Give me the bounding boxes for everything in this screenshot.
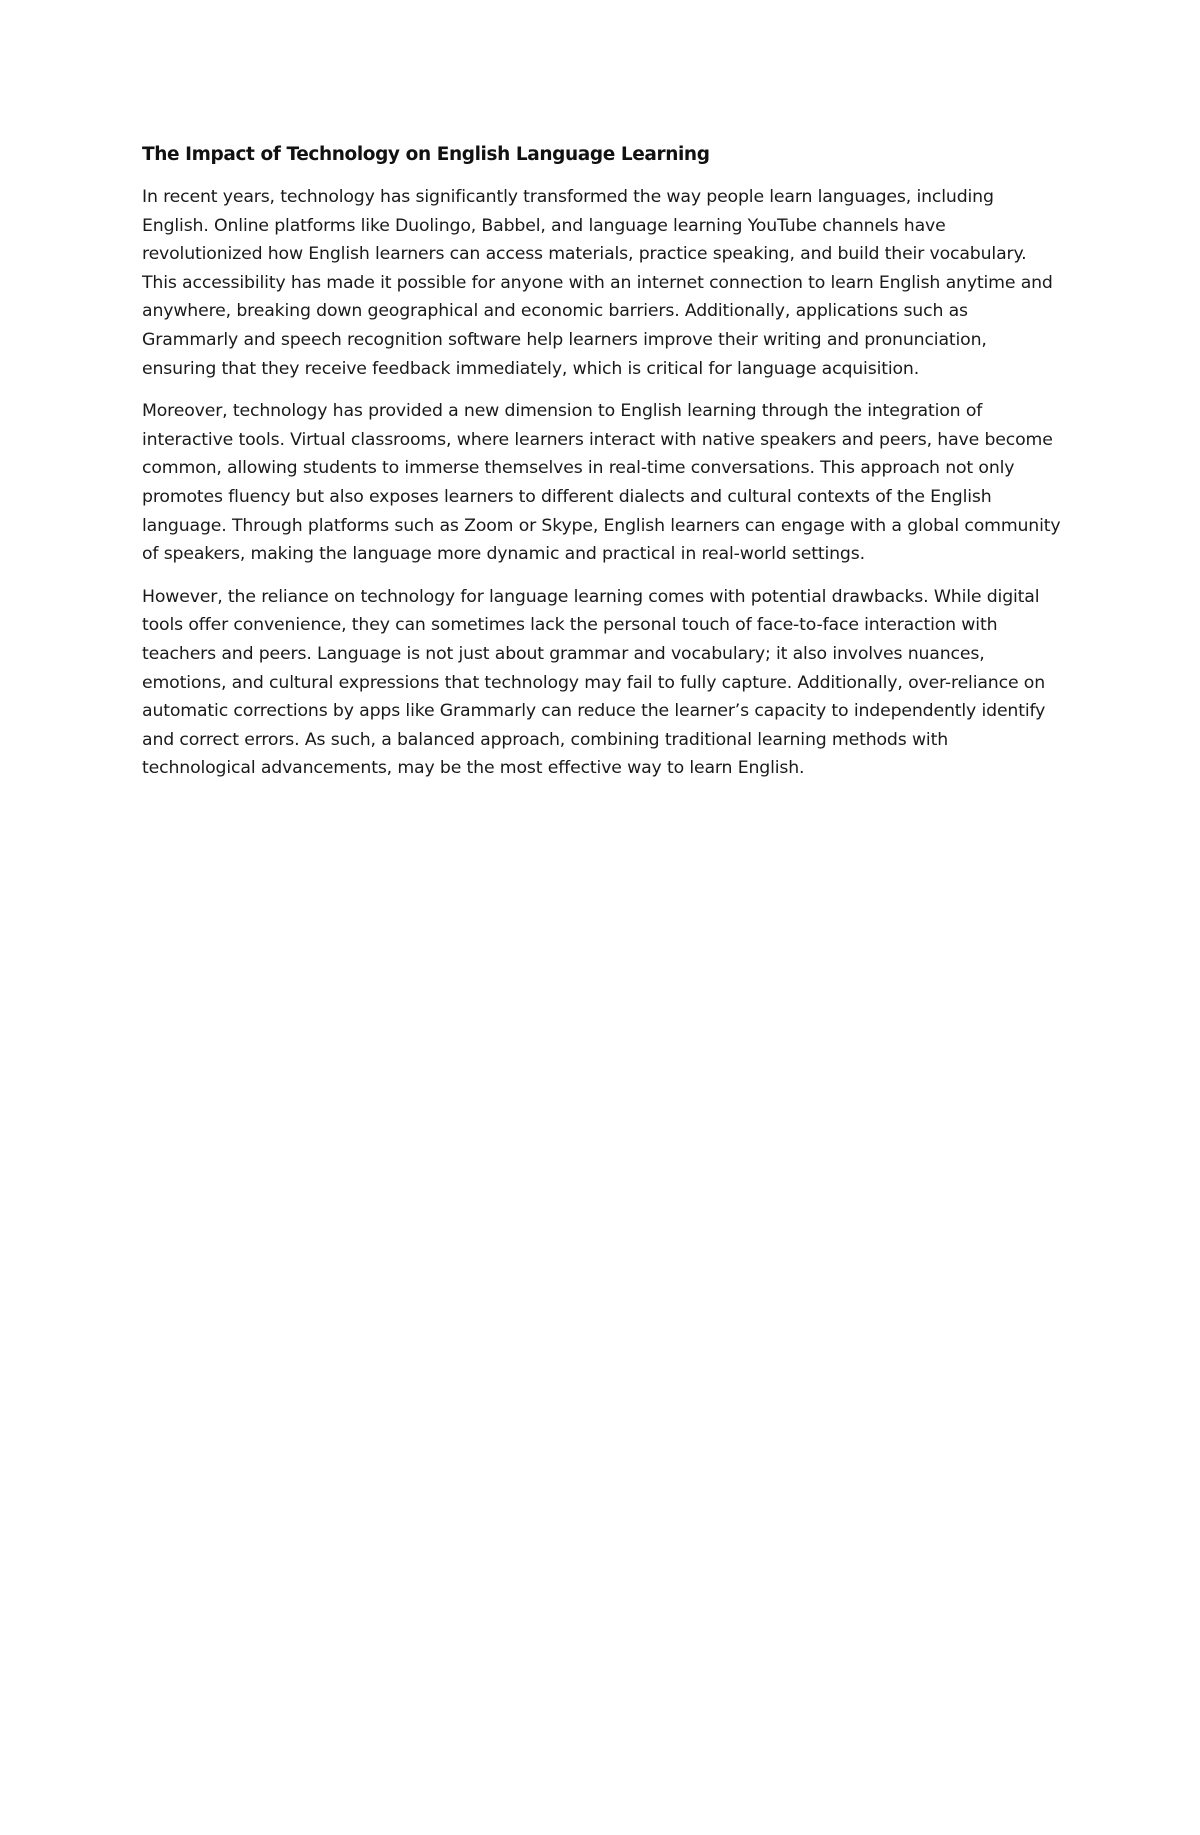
document-body bbox=[142, 141, 1062, 797]
paragraph-drawbacks: However, the reliance on technology for language learning comes with potential drawbacks. While digital tools offer convenience, they can sometimes lack the personal touch of face-to-face interaction with teachers and peers. Language is not just about grammar and vocabulary; it also involves nuances, emotions, and cultural expressions that technology may fail to fully capture. Additionally, over-reliance on automatic corrections by apps like Grammarly can reduce the learner’s capacity to independently identify and correct errors. As such, a balanced approach, combining traditional learning methods with technological advancements, may be the most effective way to learn English. bbox=[142, 586, 1046, 779]
paragraph-interactive-tools: Moreover, technology has provided a new dimension to English learning through the integration of interactive tools. Virtual classrooms, where learners interact with native speakers and peers, have become common, allowing students to immerse themselves in real-time conversations. This approach not only promotes fluency but also exposes learners to different dialects and cultural contexts of the English language. Through platforms such as Zoom or Skype, English learners can engage with a global community of speakers, making the language more dynamic and practical in real-world settings. bbox=[142, 401, 1061, 565]
document-title: The Impact of Technology on English Language Learning bbox=[142, 144, 710, 165]
paragraph-intro: In recent years, technology has significantly transformed the way people learn languages, including English. Online platforms like Duolingo, Babbel, and language learning YouTube channels have revolutionized how English learners can access materials, practice speaking, and build their vocabulary. This accessibility has made it possible for anyone with an internet connection to learn English anytime and anywhere, breaking down geographical and economic barriers. Additionally, applications such as Grammarly and speech recognition software help learners improve their writing and pronunciation, ensuring that they receive feedback immediately, which is critical for language acquisition. bbox=[142, 187, 1053, 379]
